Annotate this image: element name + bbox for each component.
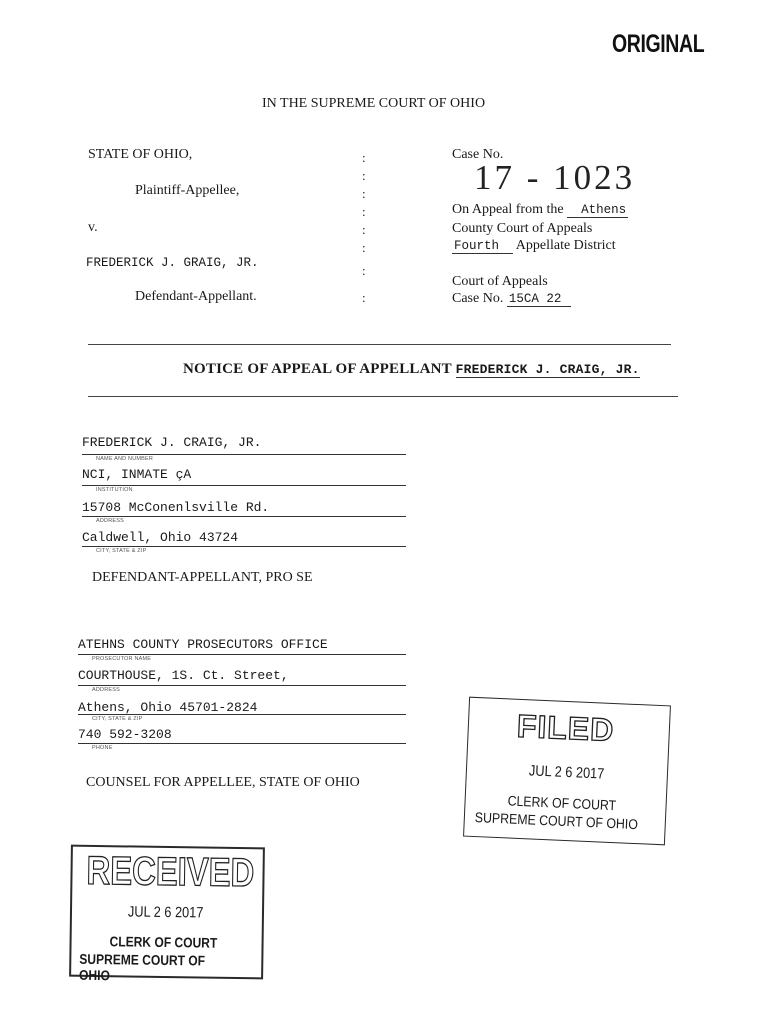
caption-colon: : — [362, 240, 366, 255]
filed-stamp-line2: SUPREME COURT OF OHIO — [474, 809, 639, 833]
received-stamp-date: JUL 2 6 2017 — [127, 903, 204, 922]
coa-case-label: Case No. — [452, 291, 504, 306]
appellant-address-line — [82, 516, 406, 517]
prosecutor-phone-line — [78, 743, 406, 744]
appellant-name: FREDERICK J. CRAIG, JR. — [82, 435, 262, 450]
prosecutor-phone-caption: PHONE — [92, 745, 113, 751]
appeal-from-label: On Appeal from the — [452, 202, 564, 217]
appellant-address-caption: ADDRESS — [96, 518, 124, 524]
caption-colon: : — [362, 150, 366, 165]
prosecutor-city-line — [78, 714, 406, 715]
appellate-district-value: Fourth — [452, 239, 513, 254]
appellate-district-label: Appellate District — [515, 238, 616, 253]
prosecutor-role: COUNSEL FOR APPELLEE, STATE OF OHIO — [86, 775, 360, 790]
coa-case-number: 15CA 22 — [507, 292, 572, 307]
horizontal-rule — [88, 396, 678, 397]
received-stamp-label: RECEIVED — [86, 848, 255, 896]
notice-title — [183, 361, 640, 378]
caption-colon: : — [362, 290, 366, 305]
caption-colon: : — [362, 263, 366, 278]
caption-defendant-role: Defendant-Appellant. — [135, 289, 257, 304]
appellant-address: 15708 McConenlsville Rd. — [82, 500, 270, 515]
appeal-county: Athens — [567, 203, 628, 218]
filed-stamp — [463, 697, 671, 846]
original-stamp: ORIGINAL — [612, 30, 705, 58]
appellant-institution: NCI, INMATE çA — [82, 467, 192, 482]
appellant-city-caption: CITY, STATE & ZIP — [96, 548, 147, 554]
appellant-institution-caption: INSTITUTION — [96, 487, 133, 493]
prosecutor-city-caption: CITY, STATE & ZIP — [92, 716, 143, 722]
prosecutor-city: Athens, Ohio 45701-2824 — [78, 700, 258, 715]
notice-appellant-name: FREDERICK J. CRAIG, JR. — [455, 362, 640, 377]
caption-defendant-name: FREDERICK J. GRAIG, JR. — [86, 256, 259, 270]
case-no-label: Case No. — [452, 147, 504, 162]
appellant-name-caption: NAME AND NUMBER — [96, 456, 154, 462]
caption-versus: v. — [88, 220, 98, 235]
prosecutor-address-caption: ADDRESS — [92, 687, 120, 693]
filed-stamp-label: FILED — [516, 707, 616, 749]
caption-colon: : — [362, 204, 366, 219]
appellant-name-line — [82, 454, 406, 455]
filed-stamp-line1: CLERK OF COURT — [507, 792, 617, 814]
notice-title-text: NOTICE OF APPEAL OF APPELLANT — [183, 361, 452, 377]
caption-colon: : — [362, 222, 366, 237]
appellant-city: Caldwell, Ohio 43724 — [82, 530, 239, 545]
prosecutor-phone: 740 592-3208 — [78, 727, 172, 742]
received-stamp — [69, 845, 265, 984]
prosecutor-address-line — [78, 685, 406, 686]
court-of-appeals-line: County Court of Appeals — [452, 221, 593, 236]
appellant-role: DEFENDANT-APPELLANT, PRO SE — [92, 570, 313, 585]
received-stamp-line1: CLERK OF COURT — [109, 933, 218, 951]
coa-label: Court of Appeals — [452, 274, 548, 289]
court-heading: IN THE SUPREME COURT OF OHIO — [262, 96, 486, 111]
filed-stamp-date: JUL 2 6 2017 — [528, 762, 605, 783]
appellant-institution-line — [82, 485, 406, 486]
caption-plaintiff-role: Plaintiff-Appellee, — [135, 183, 240, 198]
caption-colon: : — [362, 186, 366, 201]
prosecutor-name: ATEHNS COUNTY PROSECUTORS OFFICE — [78, 637, 328, 652]
prosecutor-name-line — [78, 654, 406, 655]
appellant-city-line — [82, 546, 406, 547]
case-number: 17 - 1023 — [474, 158, 636, 197]
received-stamp-line2: SUPREME COURT OF OHIO — [79, 950, 206, 984]
horizontal-rule — [88, 344, 671, 345]
caption-state: STATE OF OHIO, — [88, 147, 193, 162]
prosecutor-address: COURTHOUSE, 1S. Ct. Street, — [78, 668, 289, 683]
prosecutor-name-caption: PROSECUTOR NAME — [92, 656, 152, 662]
caption-colon: : — [362, 168, 366, 183]
